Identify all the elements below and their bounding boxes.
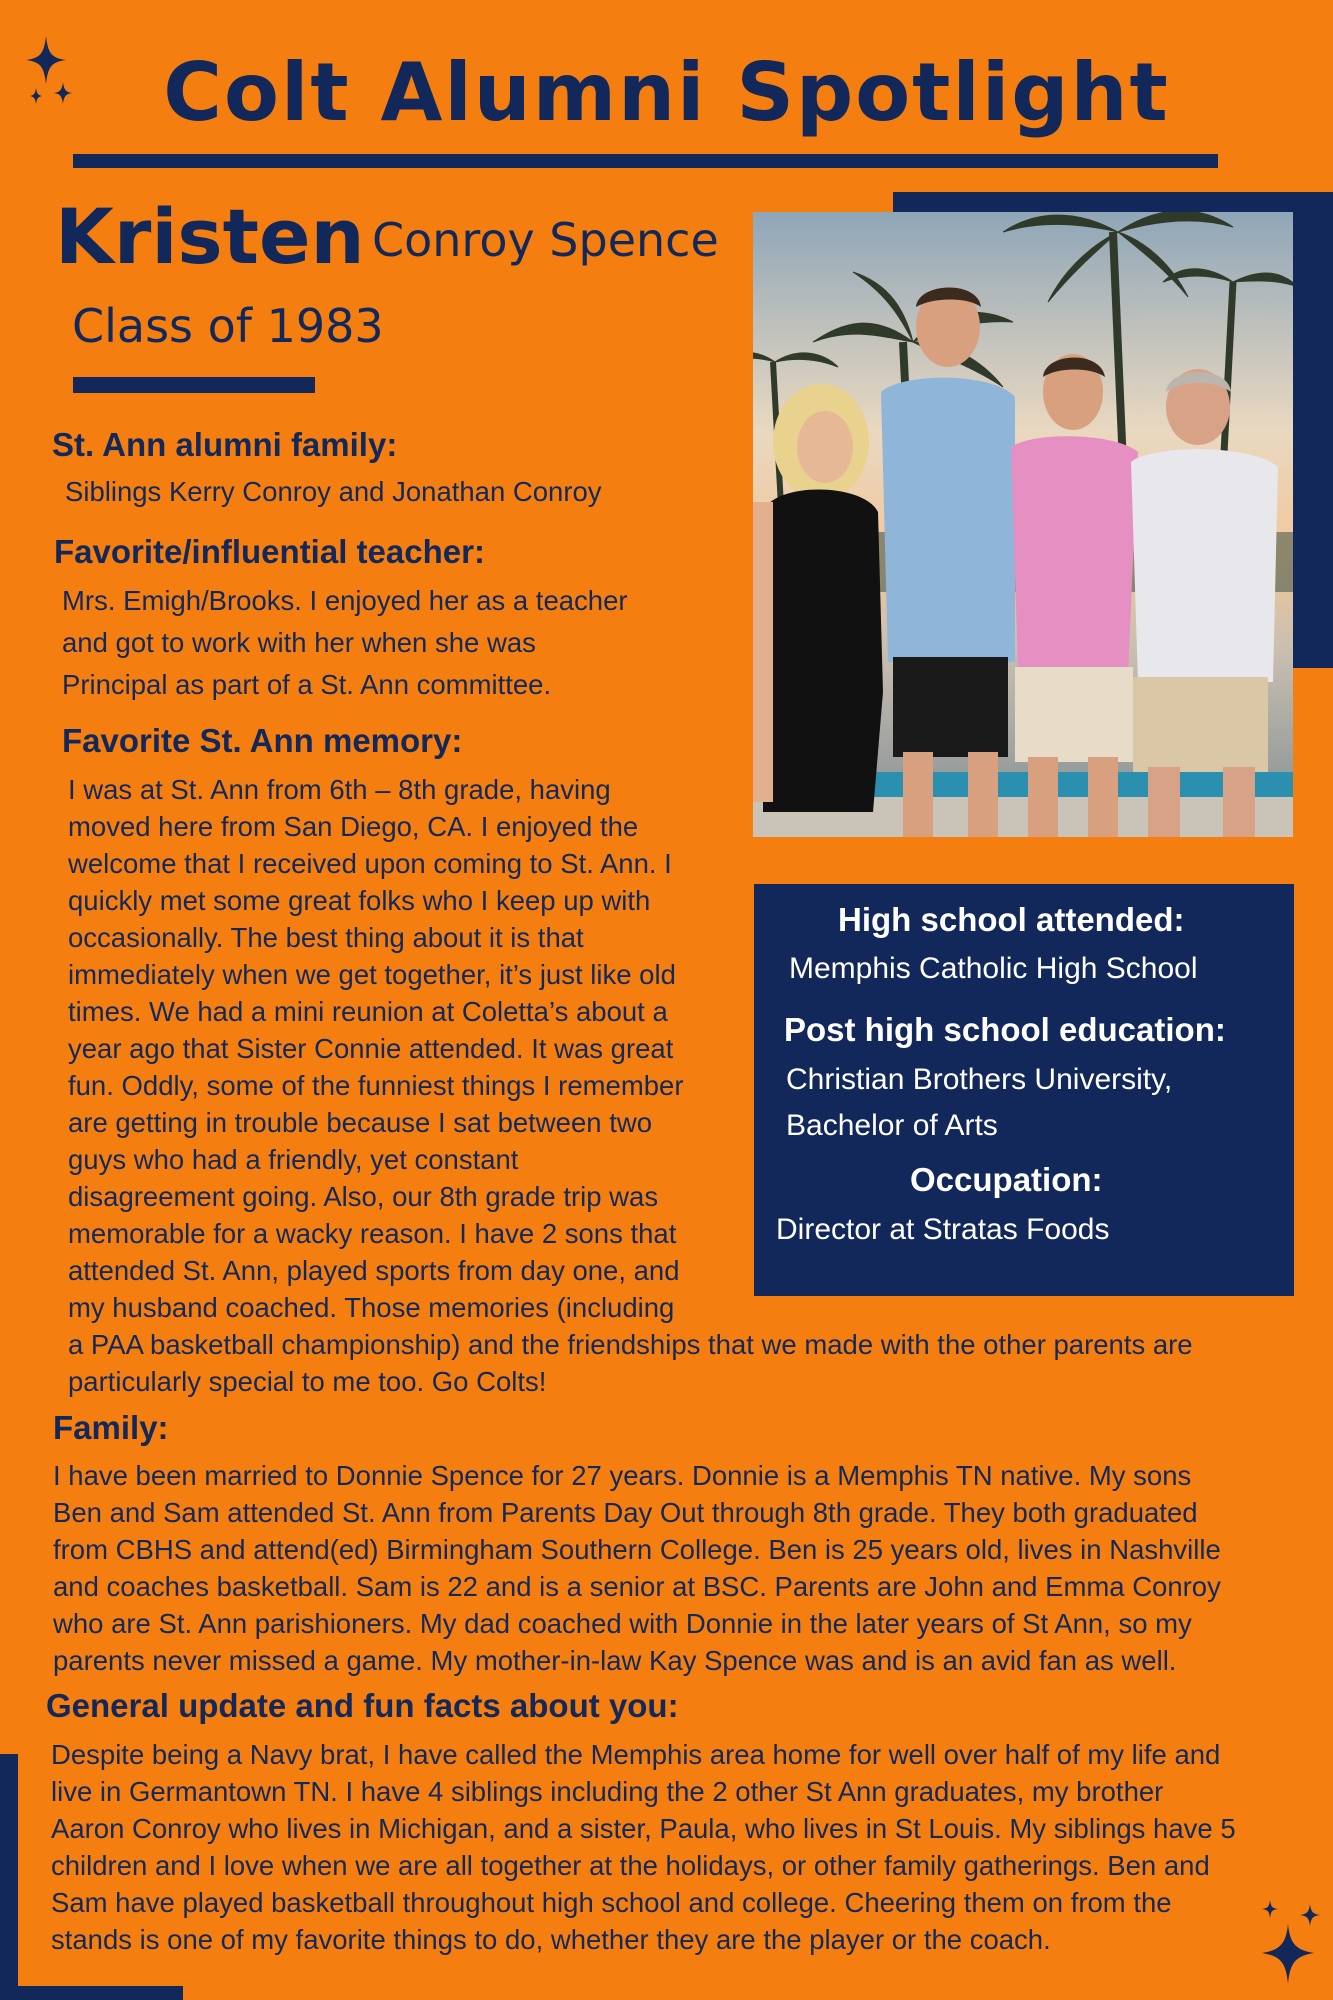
- text-line: Principal as part of a St. Ann committee.: [62, 669, 552, 700]
- bottom-frame-accent-side: [0, 1754, 18, 2000]
- text-line: occasionally. The best thing about it is that: [68, 922, 584, 953]
- text-line: and coaches basketball. Sam is 22 and is a senior at BSC. Parents are John and Emma Conroy: [53, 1571, 1221, 1602]
- photo-frame-accent: [893, 192, 1333, 212]
- text-line: year ago that Sister Connie attended. It was great: [68, 1033, 674, 1064]
- text-line: children and I love when we are all together at the holidays, or other family gatherings. Ben and: [51, 1850, 1210, 1881]
- title-underline: [73, 154, 1218, 168]
- text-line: disagreement going. Also, our 8th grade trip was: [68, 1181, 659, 1212]
- text-line: I was at St. Ann from 6th – 8th grade, having: [68, 774, 611, 805]
- text-line: particularly special to me too. Go Colts!: [68, 1366, 547, 1397]
- text-line: are getting in trouble because I sat between two: [68, 1107, 652, 1138]
- post-hs-value-line1: Christian Brothers University,: [786, 1063, 1173, 1096]
- high-school-value: Memphis Catholic High School: [789, 952, 1198, 985]
- family-heading: Family:: [53, 1409, 169, 1446]
- text-line: quickly met some great folks who I keep up with: [68, 885, 651, 916]
- text-line: Despite being a Navy brat, I have called the Memphis area home for well over half of my life and: [51, 1739, 1221, 1770]
- text-line: who are St. Ann parishioners. My dad coached with Donnie in the later years of St Ann, so my: [53, 1608, 1192, 1639]
- text-line: and got to work with her when she was: [62, 627, 536, 658]
- fun-facts-heading: General update and fun facts about you:: [46, 1687, 679, 1724]
- text-line: Sam have played basketball throughout high school and college. Cheering them on from the: [51, 1887, 1172, 1918]
- text-line: moved here from San Diego, CA. I enjoyed the: [68, 811, 639, 842]
- info-box: [754, 884, 1294, 1296]
- photo-frame-accent-side: [1293, 192, 1333, 668]
- text-line: welcome that I received upon coming to St. Ann. I: [68, 848, 672, 879]
- text-line: my husband coached. Those memories (including: [68, 1292, 675, 1323]
- post-hs-value-line2: Bachelor of Arts: [786, 1109, 998, 1142]
- text-line: I have been married to Donnie Spence for 27 years. Donnie is a Memphis TN native. My sons: [53, 1460, 1192, 1491]
- text-line: from CBHS and attend(ed) Birmingham Southern College. Ben is 25 years old, lives in Nashville: [53, 1534, 1221, 1565]
- text-line: times. We had a mini reunion at Coletta’s about a: [68, 996, 668, 1027]
- text-line: fun. Oddly, some of the funniest things I remember: [68, 1070, 684, 1101]
- text-line: immediately when we get together, it’s just like old: [68, 959, 676, 990]
- page-title: Colt Alumni Spotlight: [163, 46, 1170, 139]
- text-line: parents never missed a game. My mother-in-law Kay Spence was and is an avid fan as well.: [53, 1645, 1177, 1676]
- alumni-family-heading: St. Ann alumni family:: [52, 426, 398, 463]
- occupation-heading: Occupation:: [910, 1161, 1103, 1198]
- text-line: a PAA basketball championship) and the friendships that we made with the other parents are: [68, 1329, 1193, 1360]
- text-line: memorable for a wacky reason. I have 2 sons that: [68, 1218, 677, 1249]
- alumni-family-text: Siblings Kerry Conroy and Jonathan Conroy: [65, 476, 602, 507]
- post-hs-heading: Post high school education:: [784, 1011, 1226, 1048]
- high-school-heading: High school attended:: [838, 901, 1185, 938]
- text-line: Aaron Conroy who lives in Michigan, and a sister, Paula, who lives in St Louis. My siblings have 5: [51, 1813, 1236, 1844]
- text-line: guys who had a friendly, yet constant: [68, 1144, 519, 1175]
- family-text: [53, 1457, 1221, 1679]
- first-name: Kristen: [55, 192, 365, 281]
- name-underline: [73, 377, 315, 393]
- family-photo: [753, 212, 1293, 837]
- class-year: Class of 1983: [72, 299, 384, 353]
- text-line: Mrs. Emigh/Brooks. I enjoyed her as a teacher: [62, 585, 628, 616]
- occupation-value: Director at Stratas Foods: [776, 1213, 1110, 1246]
- bottom-frame-accent: [0, 1986, 183, 2000]
- text-line: live in Germantown TN. I have 4 siblings including the 2 other St Ann graduates, my brother: [51, 1776, 1164, 1807]
- memory-heading: Favorite St. Ann memory:: [62, 722, 463, 759]
- fun-facts-text: [51, 1736, 1236, 1958]
- text-line: stands is one of my favorite things to do, whether they are the player or the coach.: [51, 1924, 1051, 1955]
- teacher-heading: Favorite/influential teacher:: [54, 533, 485, 570]
- text-line: attended St. Ann, played sports from day one, and: [68, 1255, 680, 1286]
- text-line: Ben and Sam attended St. Ann from Parents Day Out through 8th grade. They both graduated: [53, 1497, 1198, 1528]
- last-name: Conroy Spence: [372, 213, 719, 267]
- teacher-text: [62, 580, 628, 706]
- sparkle-icon: [1252, 1898, 1328, 1988]
